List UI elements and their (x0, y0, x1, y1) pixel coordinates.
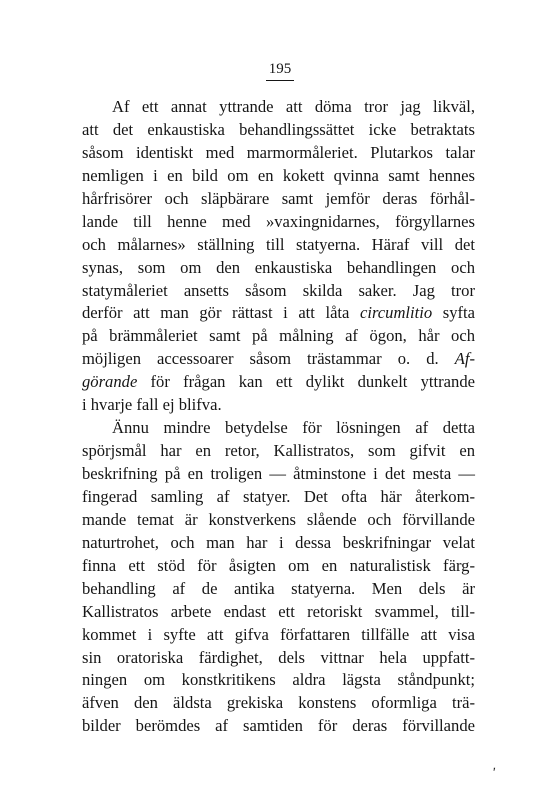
text-line: statymåleriet ansetts såsom skilda saker. Jag tror (82, 280, 475, 300)
text-line: ningen om konstkritikens aldra lägsta ståndpunkt; (82, 670, 475, 690)
text-run: derför att man gör rättast i att låta (82, 303, 360, 323)
text-line: lande till henne med »vaxingnidarnes, förgyllarnes (82, 211, 475, 231)
text-line: spörjsmål har en retor, Kallistratos, som gifvit en (82, 441, 475, 461)
paragraph-1 (82, 96, 475, 417)
text-run: möjligen accessoarer såsom trästammar o. d. (82, 349, 455, 369)
text-line: finna ett stöd för åsigten om en naturalistisk färg- (82, 555, 475, 575)
text-line: och målarnes» ställning till statyerna. Häraf vill det (82, 234, 475, 254)
page-number (0, 60, 560, 81)
text-line: synas, som om den enkaustiska behandlingen och (82, 257, 475, 277)
text-run: syfta (432, 303, 475, 323)
body-text (82, 96, 475, 738)
text-line: Af ett annat yttrande att döma tror jag likväl, (112, 97, 475, 116)
text-line: sin oratoriska färdighet, dels vittnar hela uppfatt- (82, 647, 475, 667)
text-line-mixed (82, 325, 475, 348)
text-run: för frågan kan ett dylikt dunkelt yttrande (137, 372, 475, 392)
text-line: beskrifning på en troligen — åtminstone i det mesta — (82, 464, 475, 483)
margin-mark: ʹ (492, 766, 495, 781)
text-line: bilder berömdes af samtiden för deras förvillande (82, 716, 475, 736)
text-line: kommet i syfte att gifva författaren tillfälle att visa (82, 624, 475, 644)
text-line-mixed (82, 348, 475, 371)
text-line: såsom identiskt med marmormåleriet. Plutarkos talar (82, 142, 475, 162)
text-line: behandling af de antika statyerna. Men dels är (82, 578, 475, 598)
text-line: i hvarje fall ej blifva. (82, 395, 222, 415)
italic-term: Af- (454, 349, 475, 369)
page-number-text: 195 (266, 60, 295, 81)
italic-term: circumlitio (359, 303, 433, 323)
text-line-mixed (82, 371, 475, 394)
text-line: nemligen i en bild om en kokett qvinna samt hennes (82, 165, 475, 185)
italic-term: görande (82, 372, 138, 392)
text-run: på brämmåleriet samt på målning af ögon, hår och (82, 326, 475, 346)
text-line-mixed (82, 302, 475, 325)
text-line: naturtrohet, och man har i dessa beskrifningar velat (82, 532, 475, 552)
text-line: att det enkaustiska behandlingssättet icke betraktats (82, 119, 475, 139)
text-line: äfven den äldsta grekiska konstens oformliga trä- (82, 693, 475, 713)
text-line: mande temat är konstverkens slående och förvillande (82, 509, 475, 529)
text-line: fingerad samling af statyer. Det ofta här återkom- (82, 486, 475, 506)
paragraph-2 (82, 417, 475, 738)
text-line: hårfrisörer och släpbärare samt jemför deras förhål- (82, 188, 475, 208)
text-line: Kallistratos arbete endast ett retoriskt svammel, till- (82, 601, 475, 621)
text-line: Ännu mindre betydelse för lösningen af detta (112, 418, 475, 438)
